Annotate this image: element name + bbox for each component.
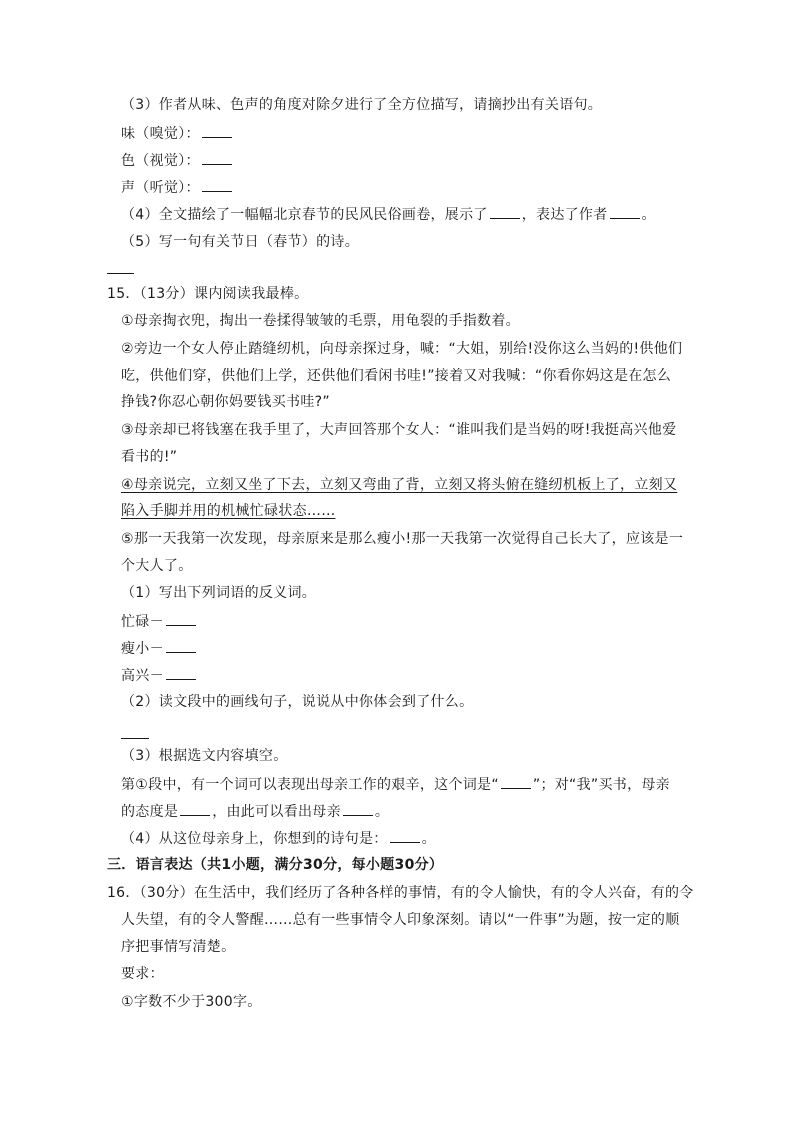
q15-sub4 [121,828,436,849]
answer-blank[interactable] [501,774,531,789]
answer-blank[interactable] [202,150,232,165]
q14-taste-label: 味（嗅觉）： [121,126,200,142]
section-3-title: 三．语言表达（共1小题，满分30分，每小题30分） [107,857,444,873]
q15-sub1: （1）写出下列词语的反义词。 [121,585,317,601]
q15-paragraph-4-line-2: 陷入手脚并用的机械忙碌状态…… [121,503,336,519]
q15-fill-2-text-c: 。 [374,804,390,820]
q14-sound-line [121,177,234,198]
answer-blank[interactable] [202,123,232,138]
answer-blank[interactable] [202,177,232,192]
q16-line-3: 序把事情写清楚。 [121,939,236,955]
q15-paragraph-2-line-3: 挣钱?你忍心朝你妈要钱买书哇?” [121,394,330,410]
q15-word-1-line [121,611,198,632]
q14-sub5: （5）写一句有关节日（春节）的诗。 [121,234,360,250]
answer-blank[interactable] [490,204,520,219]
answer-blank[interactable] [180,801,210,816]
answer-blank[interactable] [166,638,196,653]
q15-word-1: 忙碌－ [121,614,164,630]
answer-blank[interactable] [390,828,420,843]
q15-paragraph-2-line-1: ②旁边一个女人停止踏缝纫机，向母亲探过身，喊：“大姐，别给!没你这么当妈的!供他们 [121,341,683,357]
answer-line[interactable] [121,738,149,739]
q15-paragraph-3-line-2: 看书的!” [121,449,178,465]
q15-fill-line-1 [121,774,670,795]
q15-paragraph-4-line-1: ④母亲说完，立刻又坐了下去，立刻又弯曲了背，立刻又将头俯在缝纫机板上了，立刻又 [121,477,678,493]
q15-sub3: （3）根据选文内容填空。 [121,748,288,764]
q14-taste-line [121,123,234,144]
q14-sight-label: 色（视觉）： [121,153,200,169]
q15-paragraph-2-line-2: 吃，供他们穿，供他们上学，还供他们看闲书哇!”接着又对我喊：“你看你妈这是在怎么 [121,368,672,384]
q14-sub4-text-b: ，表达了作者 [521,207,608,223]
q15-sub4-text-b: 。 [421,831,436,847]
q14-sight-line [121,150,234,171]
q15-word-3-line [121,665,198,686]
q15-word-2-line [121,638,198,659]
q15-word-2: 瘦小－ [121,641,164,657]
q15-fill-1-text-a: 第①段中，有一个词可以表现出母亲工作的艰辛，这个词是“ [121,777,499,793]
q16-line-2: 人失望，有的令人警醒……总有一些事情令人印象深刻。请以“一件事”为题，按一定的顺 [121,912,680,928]
q15-paragraph-1: ①母亲掏衣兜，掏出一卷揉得皱皱的毛票，用龟裂的手指数着。 [121,313,520,329]
q15-paragraph-3-line-1: ③母亲却已将钱塞在我手里了，大声回答那个女人：“谁叫我们是当妈的呀!我挺高兴他爱 [121,422,677,438]
q15-sub2: （2）读文段中的画线句子，说说从中你体会到了什么。 [121,694,474,710]
q15-sub4-text-a: （4）从这位母亲身上，你想到的诗句是： [121,831,388,847]
q15-paragraph-5-line-2: 个大人了。 [121,558,193,574]
q15-word-3: 高兴－ [121,668,164,684]
q16-requirements-label: 要求： [121,966,164,982]
q14-sound-label: 声（听觉）： [121,180,200,196]
q15-fill-line-2 [121,801,389,822]
q14-sub4-text-a: （4）全文描绘了一幅幅北京春节的民风民俗画卷，展示了 [121,207,488,223]
q15-fill-2-text-b: ，由此可以看出母亲 [212,804,341,820]
q14-sub4 [121,204,656,225]
q16-requirement-1: ①字数不少于300字。 [121,994,262,1010]
answer-blank[interactable] [166,611,196,626]
q14-sub3: （3）作者从味、色声的角度对除夕进行了全方位描写，请摘抄出有关语句。 [121,97,603,113]
q15-header: 15．（13分）课内阅读我最棒。 [107,286,309,302]
q16-line-1: 16．（30分）在生活中，我们经历了各种各样的事情，有的令人愉快，有的令人兴奋，有的令 [107,885,694,901]
q15-paragraph-5-line-1: ⑤那一天我第一次发现，母亲原来是那么瘦小!那一天我第一次觉得自己长大了，应该是一 [121,531,684,547]
answer-blank[interactable] [343,801,373,816]
answer-line[interactable] [107,273,134,274]
q15-fill-2-text-a: 的态度是 [121,804,179,820]
answer-blank[interactable] [166,665,196,680]
q15-fill-1-text-b: ”；对“我”买书，母亲 [532,777,670,793]
answer-blank[interactable] [610,204,640,219]
q14-sub4-text-c: 。 [641,207,656,223]
